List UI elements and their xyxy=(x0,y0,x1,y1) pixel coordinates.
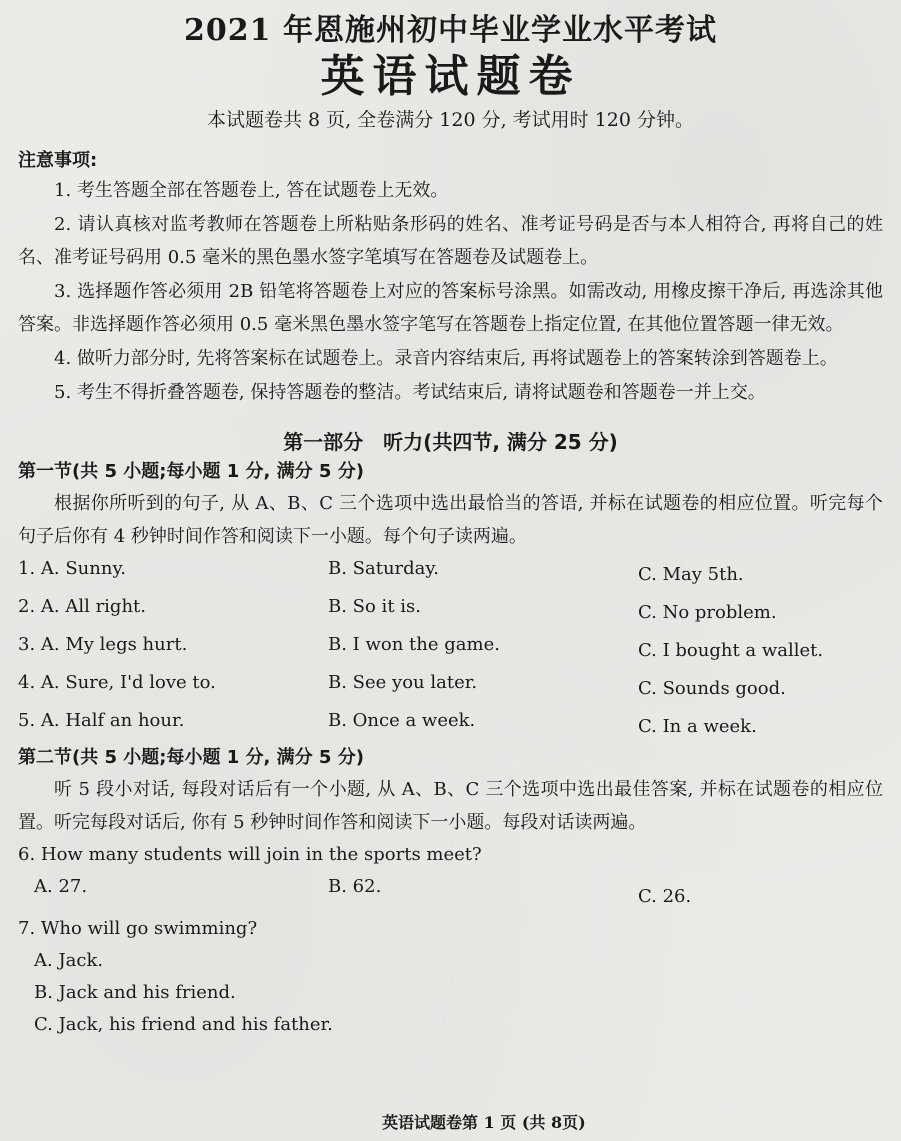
page-footer: 英语试题卷第 1 页 (共 8页) xyxy=(382,1113,586,1132)
section-instructions: 根据你所听到的句子, 从 A、B、C 三个选项中选出最恰当的答语, 并标在试题卷的相应位置。听完每个句子后你有 4 秒钟时间作答和阅读下一小题。每个句子读两遍。 xyxy=(18,493,883,547)
option-c: C. I bought a wallet. xyxy=(638,640,824,661)
part-heading: 第一部分 听力(共四节, 满分 25 分) xyxy=(283,430,618,454)
option-a: A. 27. xyxy=(34,876,88,897)
notice-item: 4. 做听力部分时, 先将答案标在试题卷上。录音内容结束后, 再将试题卷上的答案转涂到答题卷上。 xyxy=(54,348,838,369)
option-b: B. See you later. xyxy=(328,672,478,693)
notice-item: 1. 考生答题全部在答题卷上, 答在试题卷上无效。 xyxy=(54,180,449,201)
option-b: B. So it is. xyxy=(328,596,421,617)
exam-subject-title: 英语试题卷 xyxy=(320,51,581,102)
option-b: B. I won the game. xyxy=(328,634,500,655)
option-b: B. Saturday. xyxy=(328,558,439,579)
notice-item: 5. 考生不得折叠答题卷, 保持答题卷的整洁。考试结束后, 请将试题卷和答题卷一并上交。 xyxy=(54,382,766,403)
option-c: C. Jack, his friend and his father. xyxy=(34,1014,333,1035)
option-a: 4. A. Sure, I'd love to. xyxy=(18,672,216,693)
question-options-row xyxy=(18,871,883,913)
notice-item: 3. 选择题作答必须用 2B 铅笔将答题卷上对应的答案标号涂黑。如需改动, 用橡皮擦干净后, 再选涂其他答案。非选择题作答必须用 0.5 毫米黑色墨水签字笔写在答题卷上指定位置, 在其他位置答题一律无效。 xyxy=(18,281,883,335)
exam-meta-info: 本试题卷共 8 页, 全卷满分 120 分, 考试用时 120 分钟。 xyxy=(206,109,694,131)
option-a: A. Jack. xyxy=(34,950,104,971)
option-c: C. Sounds good. xyxy=(638,678,786,699)
question-stem: 6. How many students will join in the sports meet? xyxy=(18,844,482,865)
option-c: C. No problem. xyxy=(638,602,777,623)
option-a: 3. A. My legs hurt. xyxy=(18,634,188,655)
notice-heading: 注意事项: xyxy=(18,150,98,171)
question-options-grid xyxy=(18,553,883,743)
option-a: 2. A. All right. xyxy=(18,596,147,617)
section-heading: 第一节(共 5 小题;每小题 1 分, 满分 5 分) xyxy=(18,461,364,482)
option-c: C. In a week. xyxy=(638,716,757,737)
section-heading: 第二节(共 5 小题;每小题 1 分, 满分 5 分) xyxy=(18,747,364,768)
exam-title: 2021 年恩施州初中毕业学业水平考试 xyxy=(184,13,717,48)
section-instructions: 听 5 段小对话, 每段对话后有一个小题, 从 A、B、C 三个选项中选出最佳答案, 并标在试题卷的相应位置。听完每段对话后, 你有 5 秒钟时间作答和阅读下一小题。每段对话读两遍。 xyxy=(18,779,883,833)
option-a: 5. A. Half an hour. xyxy=(18,710,185,731)
option-c: C. 26. xyxy=(638,886,692,907)
option-b: B. Jack and his friend. xyxy=(34,982,236,1003)
question-stem: 7. Who will go swimming? xyxy=(18,918,258,939)
option-c: C. May 5th. xyxy=(638,564,744,585)
option-a: 1. A. Sunny. xyxy=(18,558,126,579)
option-b: B. Once a week. xyxy=(328,710,476,731)
option-b: B. 62. xyxy=(328,876,382,897)
notice-item: 2. 请认真核对监考教师在答题卷上所粘贴条形码的姓名、准考证号码是否与本人相符合, 再将自己的姓名、准考证号码用 0.5 毫米的黑色墨水签字笔填写在答题卷及试题卷上。 xyxy=(18,214,883,268)
notice-list xyxy=(18,174,883,409)
